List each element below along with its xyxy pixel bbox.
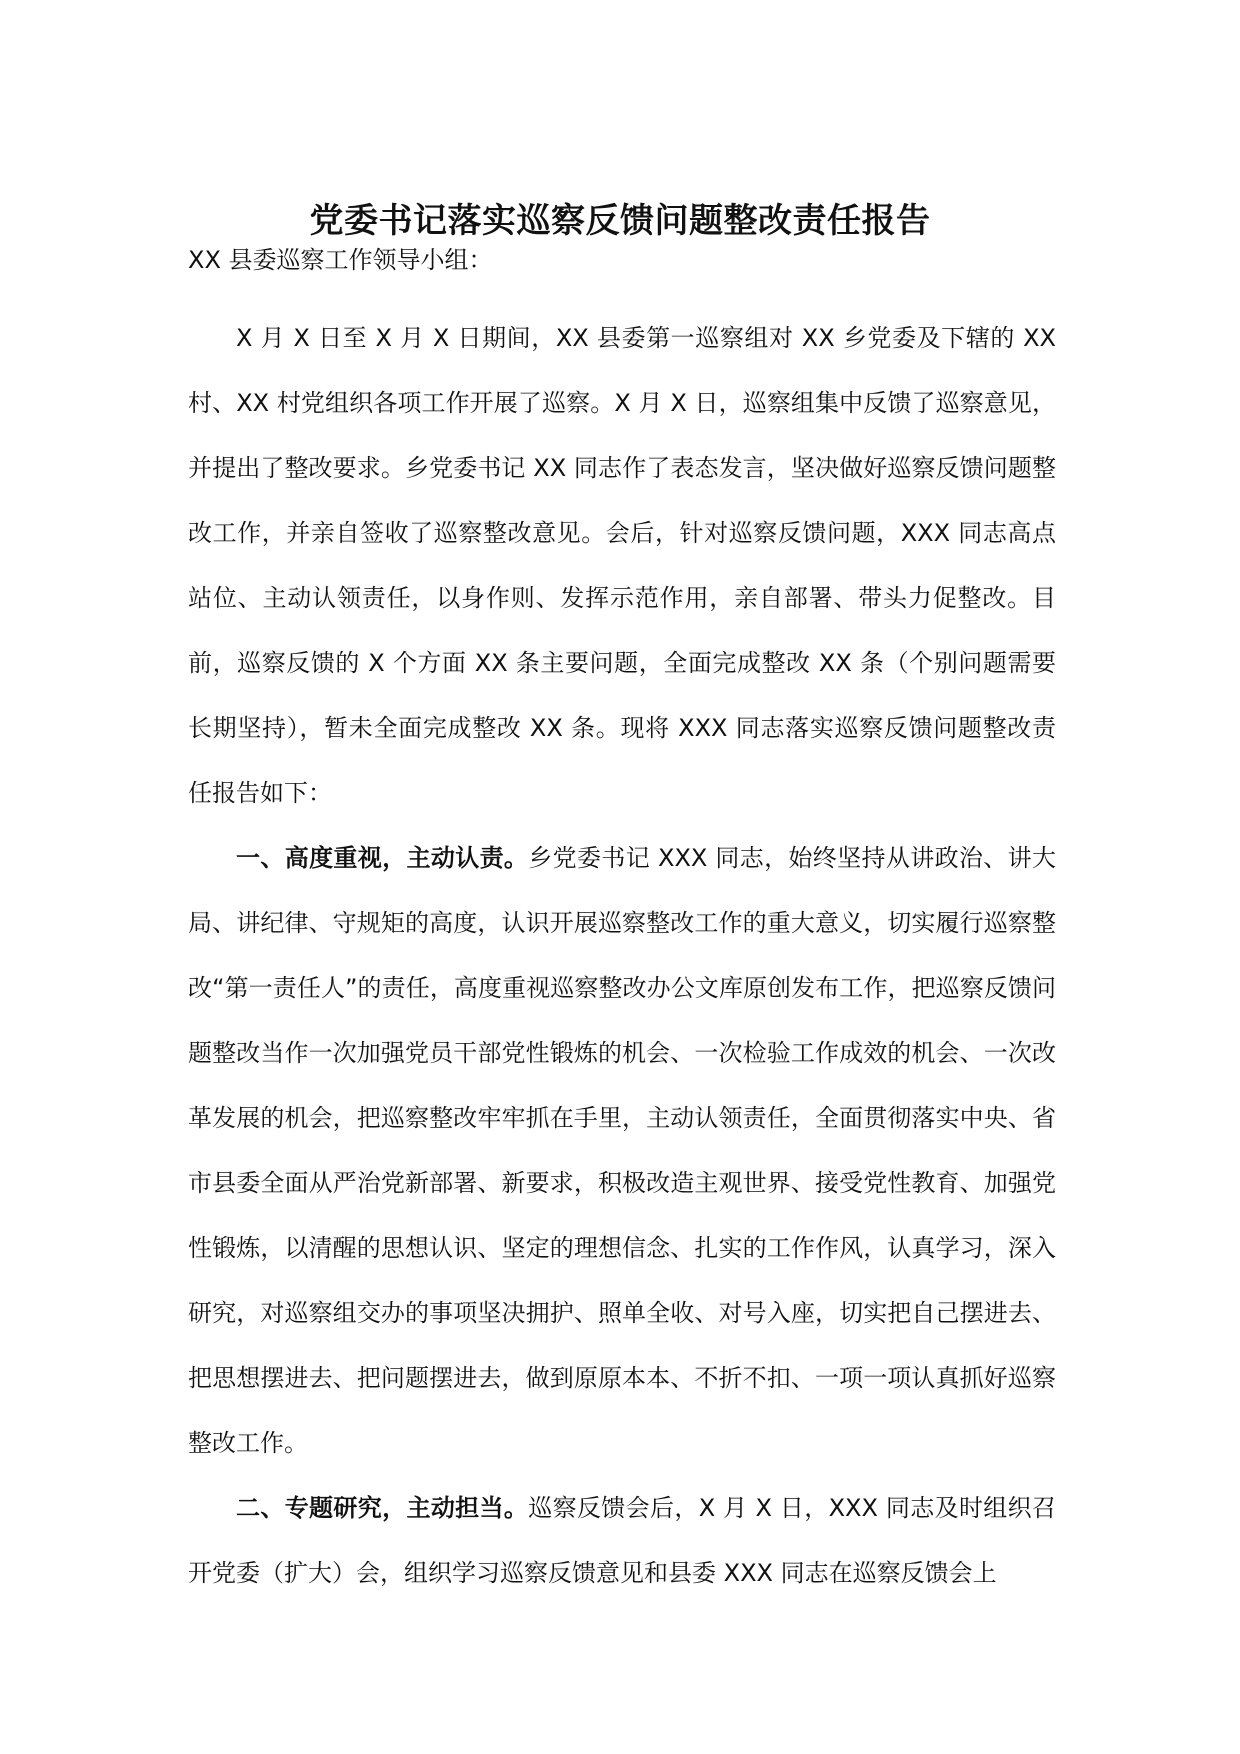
section-heading: 一、高度重视，主动认责。 — [236, 844, 529, 872]
paragraph-section-2 — [188, 1476, 1056, 1606]
salutation: XX 县委巡察工作领导小组： — [188, 246, 493, 274]
page-title: 党委书记落实巡察反馈问题整改责任报告 — [309, 200, 931, 241]
section-heading: 二、专题研究，主动担当。 — [236, 1494, 529, 1522]
paragraph-section-1 — [188, 826, 1056, 1476]
paragraph-intro — [188, 306, 1056, 826]
paragraph-text: 巡察反馈会后，X 月 X 日，XXX 同志及时组织召开党委（扩大）会，组织学习巡察反馈意见和县委 XXX 同志在巡察反馈会上 — [188, 1494, 1056, 1587]
paragraph-text: X 月 X 日至 X 月 X 日期间，XX 县委第一巡察组对 XX 乡党委及下辖的 XX 村、XX 村党组织各项工作开展了巡察。X 月 X 日，巡察组集中反馈了巡察意见，并提出了整改要求。乡党委书记 XX 同志作了表态发言，坚决做好巡察反馈问题整改工作，并亲自签收了巡察整改意见。会后，针对巡察反馈问题，XXX 同志高点站位、主动认领责任，以身作则、发挥示范作用，亲自部署、带头力促整改。目前，巡察反馈的 X 个方面 XX 条主要问题，全面完成整改 XX 条（个别问题需要长期坚持），暂未全面完成整改 XX 条。现将 XXX 同志落实巡察反馈问题整改责任报告如下： — [188, 324, 1056, 807]
report-body — [188, 306, 1056, 1606]
paragraph-text: 乡党委书记 XXX 同志，始终坚持从讲政治、讲大局、讲纪律、守规矩的高度，认识开展巡察整改工作的重大意义，切实履行巡察整改“第一责任人”的责任，高度重视巡察整改办公文库原创发布工作，把巡察反馈问题整改当作一次加强党员干部党性锻炼的机会、一次检验工作成效的机会、一次改革发展的机会，把巡察整改牢牢抓在手里，主动认领责任，全面贯彻落实中央、省市县委全面从严治党新部署、新要求，积极改造主观世界、接受党性教育、加强党性锻炼，以清醒的思想认识、坚定的理想信念、扎实的工作作风，认真学习，深入研究，对巡察组交办的事项坚决拥护、照单全收、对号入座，切实把自己摆进去、把思想摆进去、把问题摆进去，做到原原本本、不折不扣、一项一项认真抓好巡察整改工作。 — [188, 844, 1056, 1457]
